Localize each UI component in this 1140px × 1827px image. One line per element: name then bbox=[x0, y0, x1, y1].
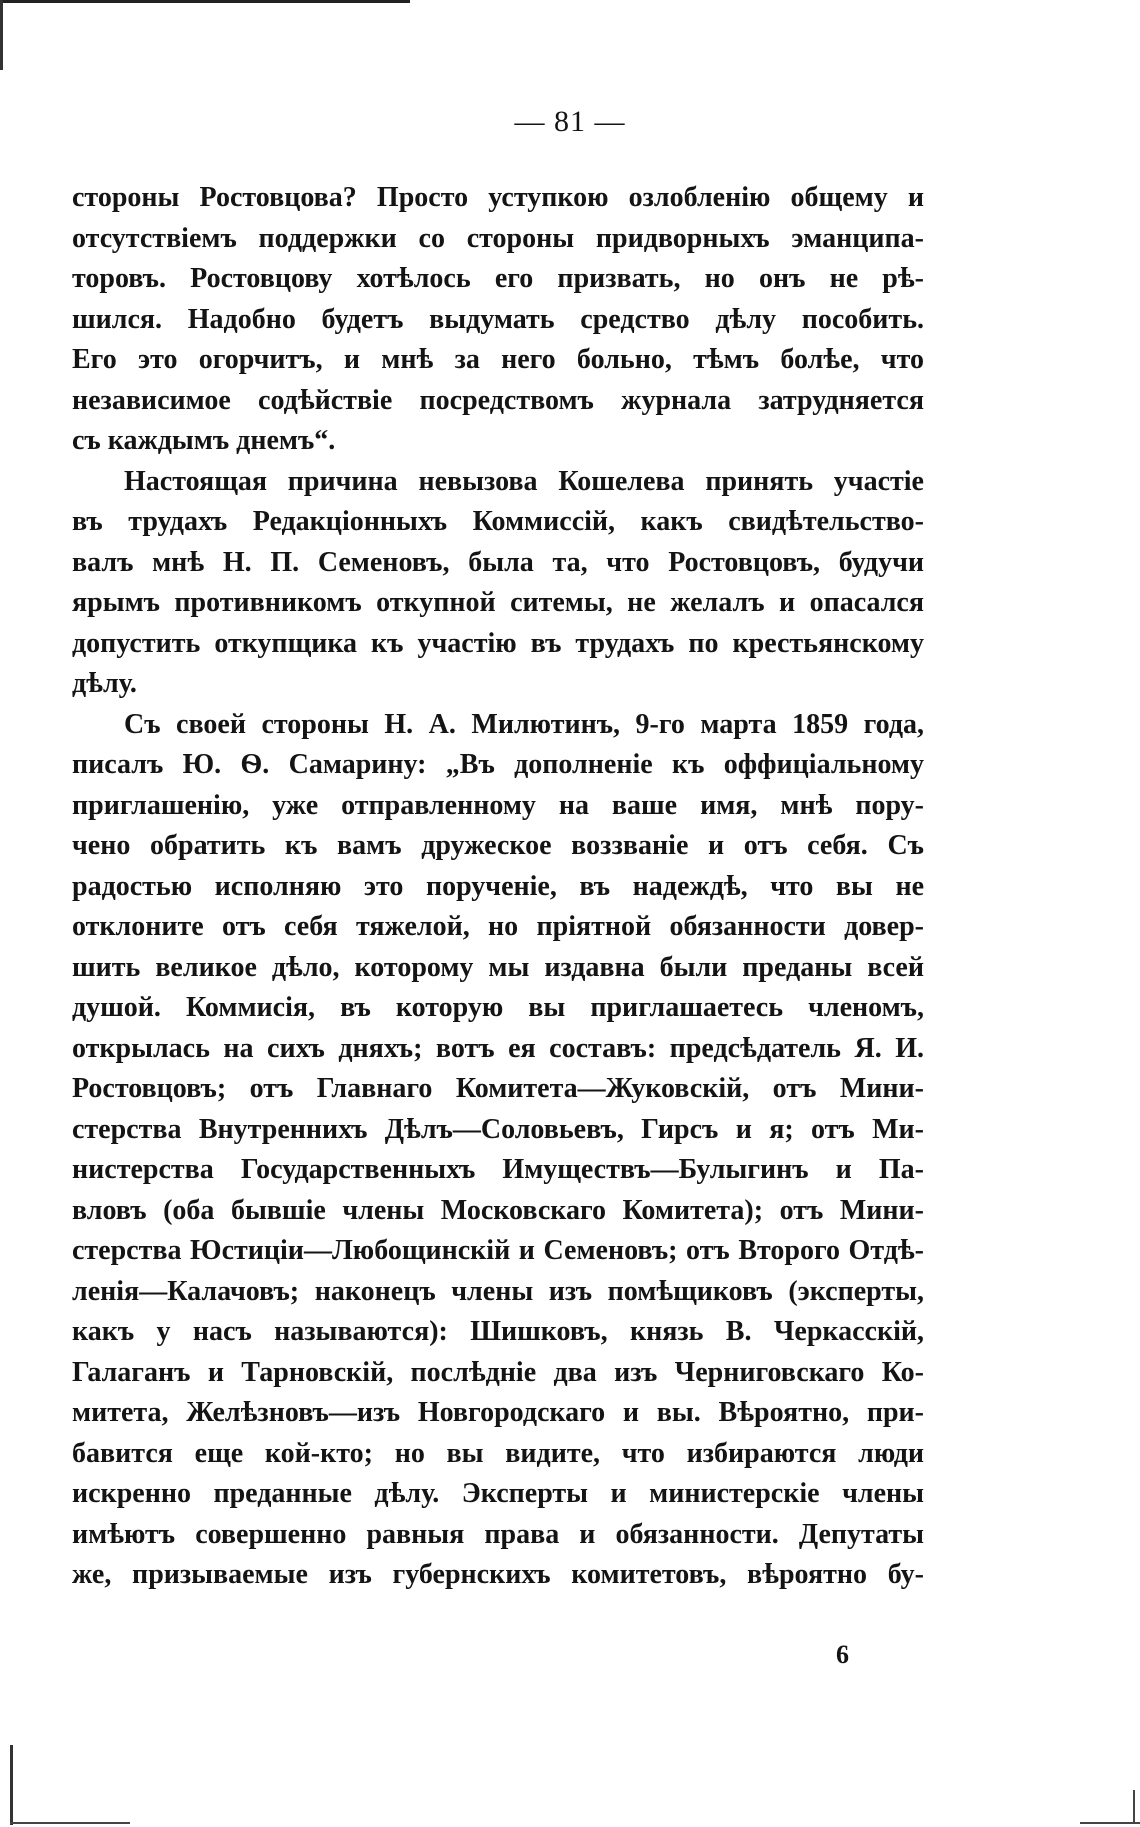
text-line: съ каждымъ днемъ“. bbox=[72, 425, 336, 456]
text-line: торовъ. Ростовцову хотѣлось его призвать, но онъ не рѣ- bbox=[72, 263, 924, 294]
signature-mark: 6 bbox=[836, 1640, 849, 1669]
text-line: дѣлу. bbox=[72, 668, 137, 699]
text-line: стерства Внутреннихъ Дѣлъ—Соловьевъ, Гирсъ и я; отъ Ми- bbox=[72, 1113, 924, 1145]
text-line: независимое содѣйствіе посредствомъ журнала затрудняется bbox=[72, 384, 924, 416]
text-line: открылась на сихъ дняхъ; вотъ ея составъ: предсѣдатель Я. И. bbox=[72, 1032, 924, 1064]
text-line: ярымъ противникомъ откупной ситемы, не желалъ и опасался bbox=[72, 587, 924, 618]
text-line: писалъ Ю. Ѳ. Самарину: „Въ дополненіе къ оффиціальному bbox=[72, 749, 924, 780]
text-line: вловъ (оба бывшіе члены Московскаго Комитета); отъ Мини- bbox=[72, 1194, 924, 1226]
text-line: шился. Надобно будетъ выдумать средство дѣлу пособить. bbox=[72, 303, 924, 335]
text-line: Его это огорчитъ, и мнѣ за него больно, тѣмъ болѣе, что bbox=[72, 344, 924, 375]
text-line: чено обратить къ вамъ дружеское воззваніе и отъ себя. Съ bbox=[72, 830, 924, 861]
text-line: бавится еще кой-кто; но вы видите, что избираются люди bbox=[72, 1437, 924, 1469]
text-line: отсутствіемъ поддержки со стороны придворныхъ эманципа- bbox=[72, 222, 924, 254]
scan-border-bottom-left bbox=[10, 1745, 13, 1825]
text-line: стерства Юстиціи—Любощинскій и Семеновъ; отъ Второго Отдѣ- bbox=[72, 1235, 924, 1266]
text-line: радостью исполняю это порученіе, въ надеждѣ, что вы не bbox=[72, 870, 924, 902]
text-line: же, призываемые изъ губернскихъ комитетовъ, вѣроятно бу- bbox=[72, 1559, 924, 1590]
scan-border-bottom-right-vertical bbox=[1133, 1790, 1135, 1824]
scan-border-left bbox=[0, 0, 3, 70]
scan-border-bottom-right bbox=[1080, 1822, 1140, 1824]
text-line: искренно преданные дѣлу. Эксперты и министерскіе члены bbox=[72, 1478, 924, 1509]
text-line: ленія—Калачовъ; наконецъ члены изъ помѣщиковъ (эксперты, bbox=[72, 1275, 924, 1307]
text-line: нистерства Государственныхъ Имуществъ—Булыгинъ и Па- bbox=[72, 1154, 924, 1185]
text-line: душой. Коммисія, въ которую вы приглашаетесь членомъ, bbox=[72, 992, 924, 1023]
text-line: какъ у насъ называются): Шишковъ, князь В. Черкасскій, bbox=[72, 1316, 924, 1347]
text-line: приглашенію, уже отправленному на ваше имя, мнѣ пору- bbox=[72, 789, 924, 821]
text-line: стороны Ростовцова? Просто уступкою озлобленію общему и bbox=[72, 182, 924, 213]
scan-border-top bbox=[0, 0, 410, 3]
text-line: Съ своей стороны Н. А. Милютинъ, 9-го марта 1859 года, bbox=[124, 708, 924, 740]
scan-border-bottom-left-horizontal bbox=[10, 1822, 130, 1824]
text-line: Настоящая причина невызова Кошелева принять участіе bbox=[124, 465, 924, 497]
text-line: валъ мнѣ Н. П. Семеновъ, была та, что Ростовцовъ, будучи bbox=[72, 546, 924, 578]
page-number: — 81 — bbox=[514, 105, 626, 138]
text-line: имѣютъ совершенно равныя права и обязанности. Депутаты bbox=[72, 1518, 924, 1550]
text-line: митета, Желѣзновъ—изъ Новгородскаго и вы. Вѣроятно, при- bbox=[72, 1397, 924, 1428]
body-text bbox=[72, 178, 924, 1596]
text-line: Галаганъ и Тарновскій, послѣдніе два изъ Черниговскаго Ко- bbox=[72, 1356, 924, 1388]
text-line: шить великое дѣло, которому мы издавна были преданы всей bbox=[72, 951, 924, 983]
text-line: Ростовцовъ; отъ Главнаго Комитета—Жуковскій, отъ Мини- bbox=[72, 1073, 924, 1104]
text-line: отклоните отъ себя тяжелой, но пріятной обязанности довер- bbox=[72, 911, 924, 942]
text-line: допустить откупщика къ участію въ трудахъ по крестьянскому bbox=[72, 627, 924, 659]
text-line: въ трудахъ Редакціонныхъ Коммиссій, какъ свидѣтельство- bbox=[72, 506, 924, 537]
